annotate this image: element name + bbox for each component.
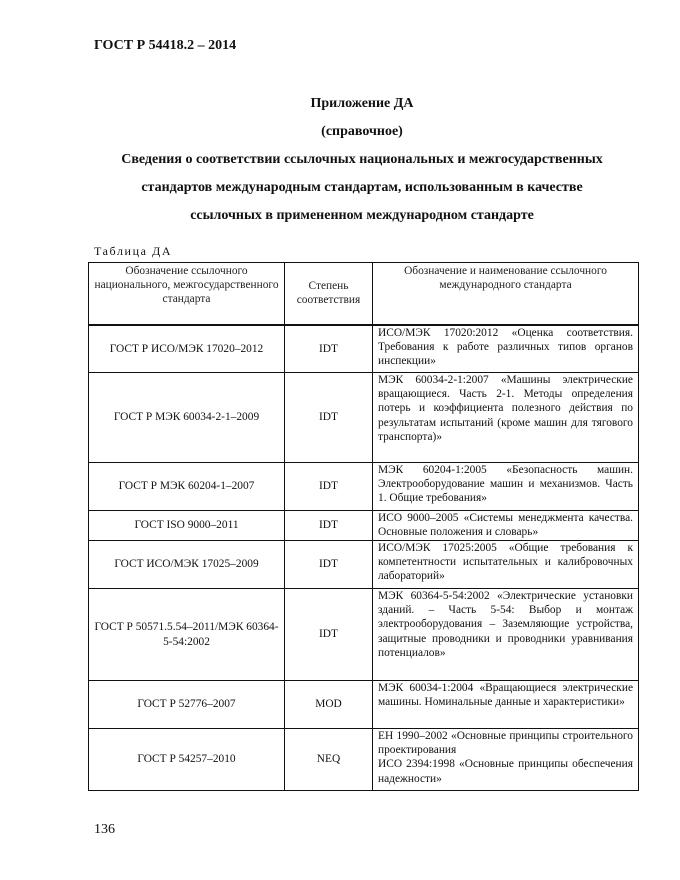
table-row: [89, 589, 639, 681]
degree-cell: IDT: [285, 325, 373, 373]
table-label: Таблица ДА: [94, 244, 173, 258]
column-header-international: Обозначение и наименование ссылочного международного стандарта: [373, 263, 639, 325]
degree-cell: IDT: [285, 373, 373, 463]
international-standard-entry: ИСО 2394:1998 «Основные принципы обеспечения надежности»: [378, 758, 633, 785]
international-standard-cell: МЭК 60204-1:2005 «Безопасность машин. Электрооборудование машин и механизмов. Часть 1. Общие требования»: [373, 463, 639, 511]
international-standard-entry: ЕН 1990–2002 «Основные принципы строительного проектирования: [378, 730, 633, 757]
international-standard-cell: ИСО/МЭК 17020:2012 «Оценка соответствия. Требования к работе различных типов органов инспекции»: [373, 325, 639, 373]
appendix-title: Приложение ДА: [310, 96, 414, 111]
table-row: [89, 729, 639, 791]
column-header-degree: Степень соответствия: [285, 263, 373, 325]
degree-cell: IDT: [285, 589, 373, 681]
international-standard-cell: МЭК 60034-1:2004 «Вращающиеся электрические машины. Номинальные данные и характеристики»: [373, 681, 639, 729]
appendix-title-block: [60, 90, 664, 230]
document-code: ГОСТ Р 54418.2 – 2014: [94, 38, 237, 53]
degree-cell: MOD: [285, 681, 373, 729]
international-standard-cell: ИСО 9000–2005 «Системы менеджмента качества. Основные положения и словарь»: [373, 511, 639, 541]
table-row: [89, 511, 639, 541]
national-standard-cell: ГОСТ Р ИСО/МЭК 17020–2012: [89, 325, 285, 373]
national-standard-cell: ГОСТ Р 54257–2010: [89, 729, 285, 791]
international-standard-cell: МЭК 60364-5-54:2002 «Электрические установки зданий. – Часть 5-54: Выбор и монтаж электрооборудования – Заземляющие устройства, защитные проводники и проводники уравнивания потенциалов»: [373, 589, 639, 681]
appendix-subtitle-line: Сведения о соответствии ссылочных национальных и межгосударственных: [121, 152, 603, 167]
table-row: [89, 681, 639, 729]
table-row: [89, 541, 639, 589]
page-number: 136: [94, 822, 115, 837]
international-standard-cell: [373, 729, 639, 791]
table-row: [89, 463, 639, 511]
degree-cell: IDT: [285, 511, 373, 541]
national-standard-cell: ГОСТ Р МЭК 60204-1–2007: [89, 463, 285, 511]
national-standard-cell: ГОСТ Р 52776–2007: [89, 681, 285, 729]
national-standard-cell: ГОСТ Р 50571.5.54–2011/МЭК 60364-5-54:2002: [89, 589, 285, 681]
appendix-type: (справочное): [321, 124, 403, 139]
table-row: [89, 373, 639, 463]
table-header-row: [89, 263, 639, 325]
table-row: [89, 325, 639, 373]
column-header-national: Обозначение ссылочного национального, межгосударственного стандарта: [89, 263, 285, 325]
degree-cell: NEQ: [285, 729, 373, 791]
national-standard-cell: ГОСТ ISO 9000–2011: [89, 511, 285, 541]
appendix-subtitle-line: ссылочных в примененном международном стандарте: [190, 208, 534, 223]
standards-table: [88, 262, 639, 791]
national-standard-cell: ГОСТ ИСО/МЭК 17025–2009: [89, 541, 285, 589]
degree-cell: IDT: [285, 541, 373, 589]
international-standard-cell: ИСО/МЭК 17025:2005 «Общие требования к компетентности испытательных и калибровочных лабораторий»: [373, 541, 639, 589]
appendix-subtitle-line: стандартов международным стандартам, использованным в качестве: [141, 180, 583, 195]
international-standard-cell: МЭК 60034-2-1:2007 «Машины электрические вращающиеся. Часть 2-1. Методы определения потерь и коэффициента полезного действия по результатам испытаний (кроме машин для тягового транспорта)»: [373, 373, 639, 463]
national-standard-cell: ГОСТ Р МЭК 60034-2-1–2009: [89, 373, 285, 463]
degree-cell: IDT: [285, 463, 373, 511]
